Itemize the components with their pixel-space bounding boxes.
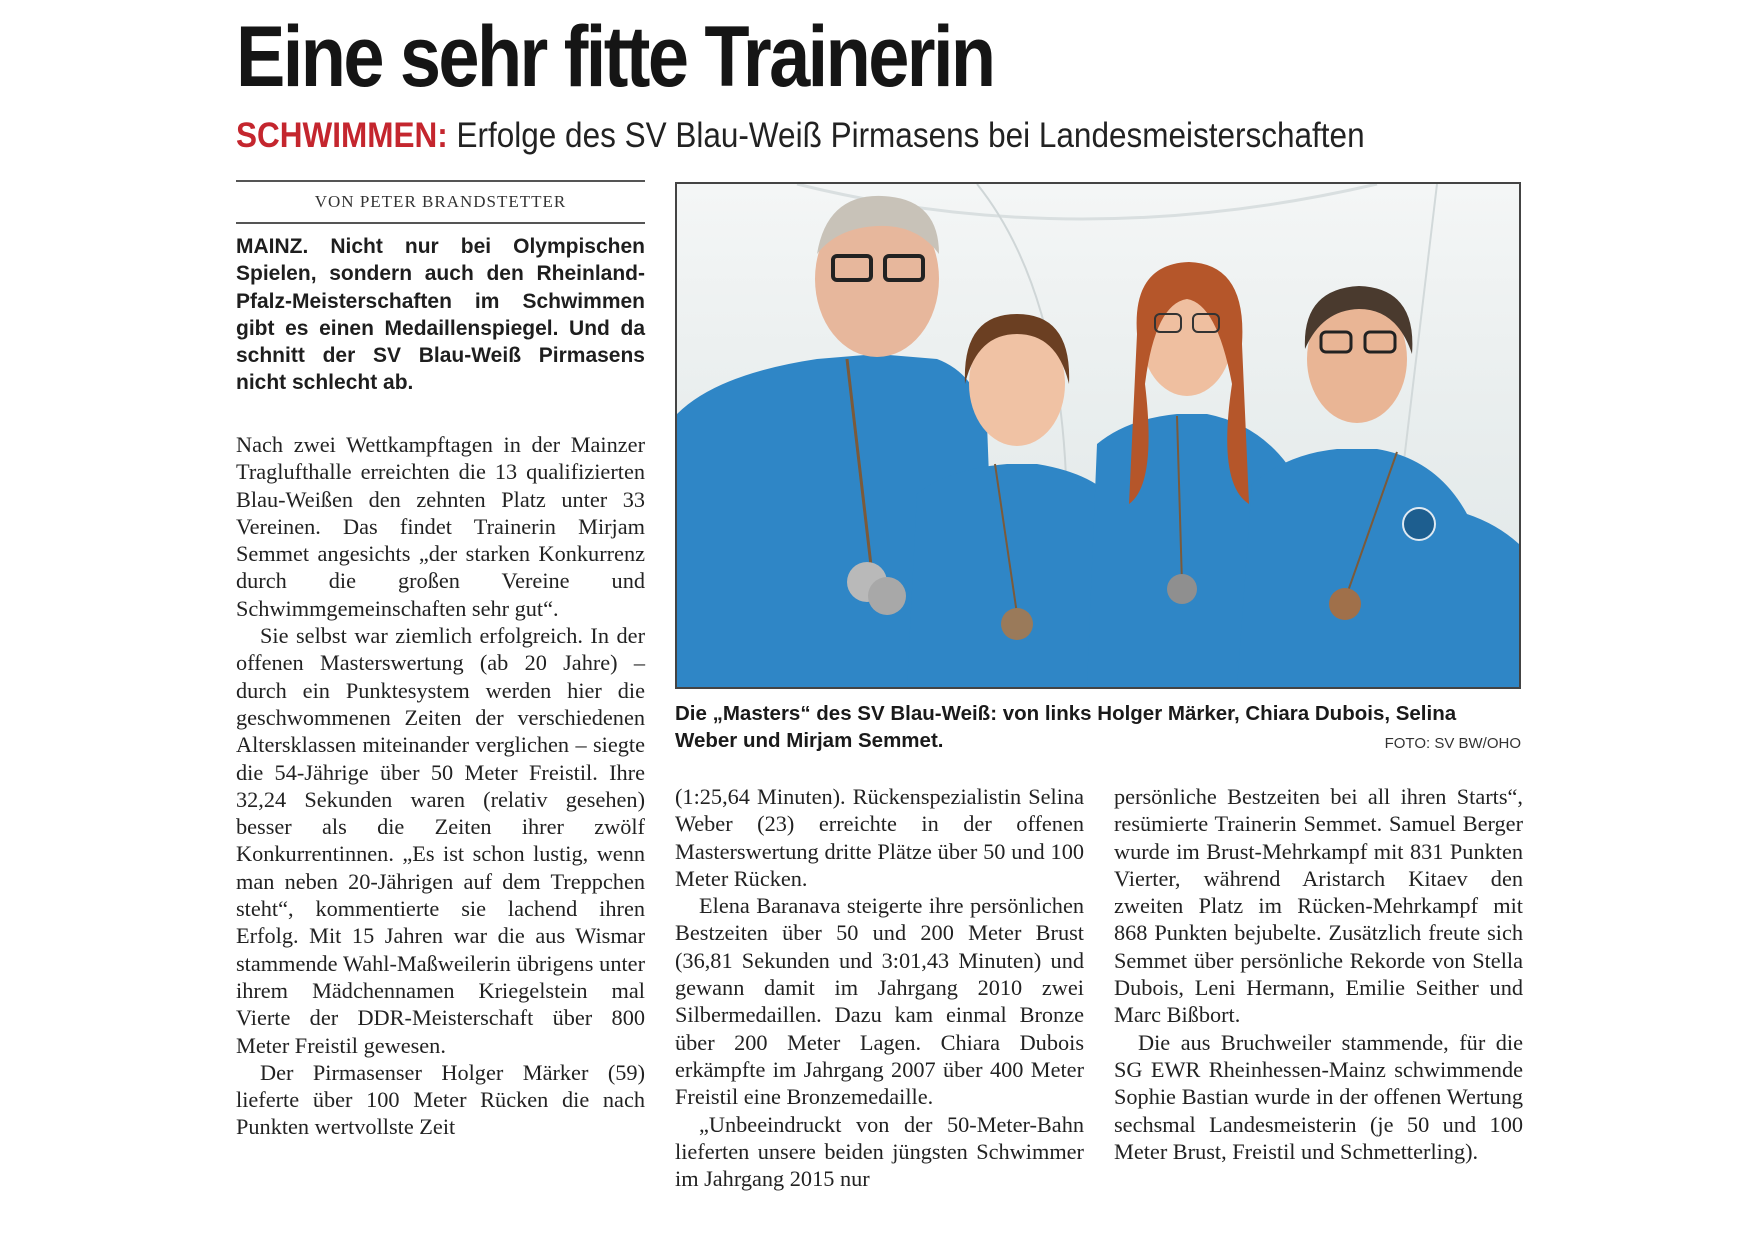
lead-paragraph xyxy=(236,233,645,397)
article-column-3 xyxy=(1114,783,1523,1165)
paragraph: Sie selbst war ziemlich erfolgreich. In der offenen Masterswertung (ab 20 Jahre) – durch ein Punktesystem werden hier die geschwommenen Zeiten der verschiedenen Altersklassen miteinander verglichen – siegte die 54-Jährige über 50 Meter Freistil. Ihre 32,24 Sekunden waren (relativ gesehen) besser als die Zeiten ihrer zwölf Konkurrentinnen. „Es ist schon lustig, wenn man neben 20-Jährigen auf dem Treppchen steht“, kommentierte sie lachend ihren Erfolg. Mit 15 Jahren war die aus Wismar stammende Wahl-Maßweilerin übrigens unter ihrem Mädchennamen Kriegelstein mal Vierte der DDR-Meisterschaft über 800 Meter Freistil gewesen. xyxy=(236,623,645,1058)
kicker: SCHWIMMEN: xyxy=(236,116,448,155)
article-column-2 xyxy=(675,783,1084,1192)
article-column-1 xyxy=(236,431,645,1141)
photo-caption: Die „Masters“ des SV Blau-Weiß: von links Holger Märker, Chiara Dubois, Selina Weber und Mirjam Semmet. xyxy=(675,702,1457,752)
team-photo-icon xyxy=(677,184,1519,687)
paragraph: Nach zwei Wettkampftagen in der Mainzer Traglufthalle erreichten die 13 qualifizierten Blau-Weißen den zehnten Platz unter 33 Vereinen. Das findet Trainerin Mirjam Semmet angesichts „der starken Konkurrenz durch die großen Vereine und Schwimmgemeinschaften sehr gut“. xyxy=(236,432,645,621)
subheadline xyxy=(236,116,1365,156)
paragraph: Die aus Bruchweiler stammende, für die SG EWR Rheinhessen-Mainz schwimmende Sophie Bastian wurde in der offenen Wertung sechsmal Landesmeisterin (je 50 und 100 Meter Brust, Freistil und Schmetterling). xyxy=(1114,1029,1523,1164)
headline: Eine sehr fitte Trainerin xyxy=(236,9,994,105)
dateline: MAINZ. xyxy=(236,235,309,258)
byline: VON PETER BRANDSTETTER xyxy=(314,192,567,211)
byline-box xyxy=(236,180,645,224)
paragraph: (1:25,64 Minuten). Rückenspezialistin Selina Weber (23) erreichte in der offenen Masterswertung dritte Plätze über 50 und 100 Meter Rücken. xyxy=(675,784,1084,891)
paragraph: Der Pirmasenser Holger Märker (59) lieferte über 100 Meter Rücken die nach Punkten wertvollste Zeit xyxy=(236,1059,645,1140)
paragraph: Elena Baranava steigerte ihre persönlichen Bestzeiten über 50 und 200 Meter Brust (36,81 Sekunden und 3:01,43 Minuten) und gewann damit im Jahrgang 2010 zwei Silbermedaillen. Dazu kam einmal Bronze über 200 Meter Lagen. Chiara Dubois erkämpfte im Jahrgang 2007 über 400 Meter Freistil eine Bronzemedaille. xyxy=(675,893,1084,1110)
photo-credit: FOTO: SV BW/OHO xyxy=(1384,735,1521,752)
paragraph: persönliche Bestzeiten bei all ihren Starts“, resümierte Trainerin Semmet. Samuel Berger wurde im Brust-Mehrkampf mit 831 Punkten Vierter, während Aristarch Kitaev den zweiten Platz im Rücken-Mehrkampf mit 868 Punkten bejubelte. Zusätzlich freute sich Semmet über persönliche Rekorde von Stella Dubois, Leni Hermann, Emilie Seither und Marc Bißbort. xyxy=(1114,784,1523,1028)
paragraph: „Unbeeindruckt von der 50-Meter-Bahn lieferten unsere beiden jüngsten Schwimmer im Jahrgang 2015 nur xyxy=(675,1111,1084,1192)
team-photo xyxy=(675,182,1521,689)
lead-text: Nicht nur bei Olympischen Spielen, sondern auch den Rheinland-Pfalz-Meisterschaften im Schwimmen gibt es einen Medaillenspiegel. Und da schnitt der SV Blau-Weiß Pirmasens nicht schlecht ab. xyxy=(236,235,645,395)
subheadline-text: Erfolge des SV Blau-Weiß Pirmasens bei Landesmeisterschaften xyxy=(456,116,1365,155)
